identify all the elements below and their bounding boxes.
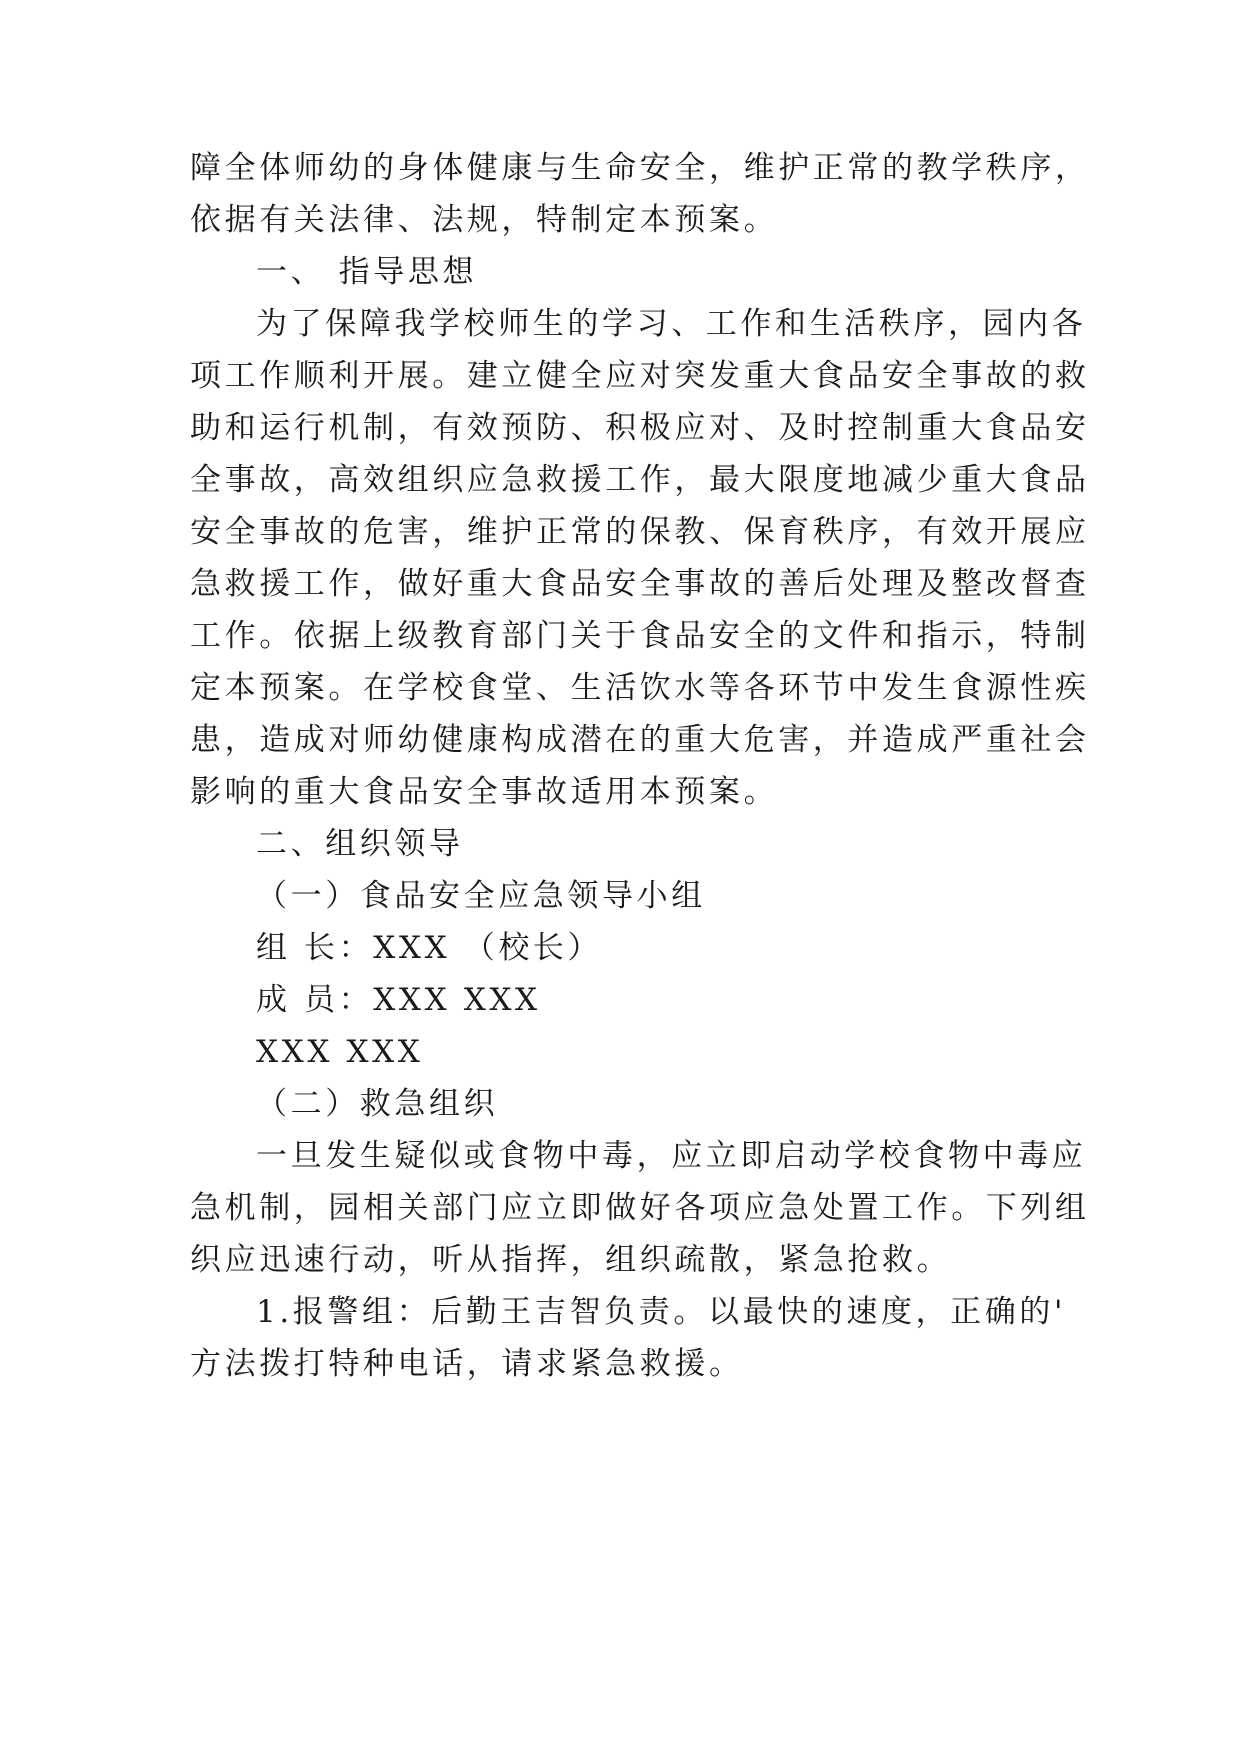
text-line: 助和运行机制，有效预防、积极应对、及时控制重大食品安 bbox=[190, 410, 1090, 446]
text-line: 成 员：XXX XXX bbox=[256, 982, 541, 1018]
text-line: 项工作顺利开展。建立健全应对突发重大食品安全事故的救 bbox=[190, 358, 1090, 394]
section-heading: 一、 指导思想 bbox=[256, 254, 478, 290]
text-line: 影响的重大食品安全事故适用本预案。 bbox=[190, 774, 779, 810]
text-line: 依据有关法律、法规，特制定本预案。 bbox=[190, 202, 779, 238]
text-line: 安全事故的危害，维护正常的保教、保育秩序，有效开展应 bbox=[190, 514, 1090, 550]
text-line: XXX XXX bbox=[256, 1034, 424, 1070]
text-line: 一旦发生疑似或食物中毒，应立即启动学校食物中毒应 bbox=[256, 1138, 1087, 1174]
text-line: 工作。依据上级教育部门关于食品安全的文件和指示，特制 bbox=[190, 618, 1090, 654]
text-line: 织应迅速行动，听从指挥，组织疏散，紧急抢救。 bbox=[190, 1242, 952, 1278]
text-line: 为了保障我学校师生的学习、工作和生活秩序，园内各 bbox=[256, 306, 1087, 342]
text-line: 1.报警组：后勤王吉智负责。以最快的速度，正确的' bbox=[256, 1294, 1067, 1330]
text-line: 急救援工作，做好重大食品安全事故的善后处理及整改督查 bbox=[190, 566, 1090, 602]
subsection-heading: （二）救急组织 bbox=[256, 1086, 499, 1122]
subsection-heading: （一）食品安全应急领导小组 bbox=[256, 878, 706, 914]
text-line: 患，造成对师幼健康构成潜在的重大危害，并造成严重社会 bbox=[190, 722, 1090, 758]
text-line: 定本预案。在学校食堂、生活饮水等各环节中发生食源性疾 bbox=[190, 670, 1090, 706]
text-line: 方法拨打特种电话，请求紧急救援。 bbox=[190, 1346, 744, 1382]
text-line: 障全体师幼的身体健康与生命安全，维护正常的教学秩序， bbox=[190, 150, 1090, 186]
text-line: 全事故，高效组织应急救援工作，最大限度地减少重大食品 bbox=[190, 462, 1090, 498]
section-heading: 二、组织领导 bbox=[256, 826, 464, 862]
text-line: 组 长：XXX （校长） bbox=[256, 930, 603, 966]
text-line: 急机制，园相关部门应立即做好各项应急处置工作。下列组 bbox=[190, 1190, 1090, 1226]
